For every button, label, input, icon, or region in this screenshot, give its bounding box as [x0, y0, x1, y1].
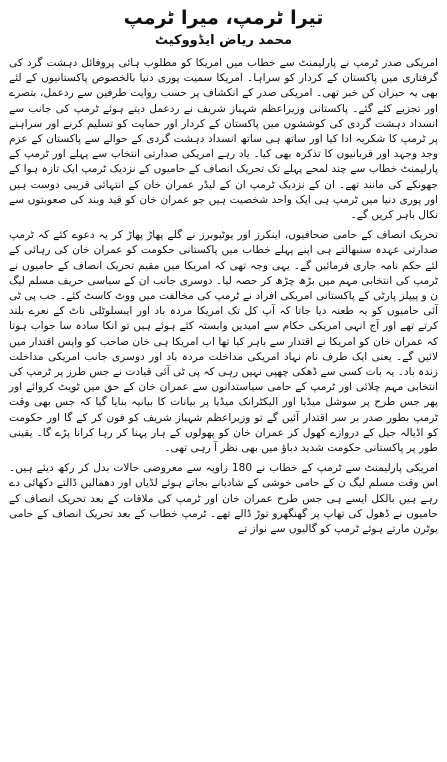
article-paragraph: امریکی صدر ٹرمپ نے پارلیمنٹ سے خطاب میں امریکا کو مطلوب ہائی پروفائل دہشت گرد کی گرفتاری میں پاکستان کے کردار کو سراہا۔ امریکا سمیت پوری دنیا بالخصوص پاکستانیوں کے لئے بھی یہ حیران کن خبر تھی۔ امریکی صدر کے انکشاف پر حسب روایت طرفین سے ردعمل، بتصرے اور تجزیے کئے گئے۔ پاکستانی وزیراعظم شہباز شریف نے ردعمل دیتے ہوئے ٹرمپ کی جانب سے انسداد دہشت گردی کی کوششوں میں پاکستان کے کردار اور حمایت کو تسلیم کرنے اور سراہنے پر ٹرمپ کا شکریہ ادا کیا اور ساتھ ہی ساتھ انسداد دہشت گردی کے حوالے سے پاکستان کے عزم وجد وجہد اور قربانیوں کا تذکرہ بھی کیا۔ یاد رہے امریکی صدارتی انتخاب سے پہلے اور ٹرمپ کے پارلیمنٹ خطاب سے چند لمحے پہلے تک تحریک انصاف کے حامیوں کے نزدیک ٹرمپ ایک تازہ ہوا کے جھونکے کی مانند تھے۔ ان کے نزدیک ٹرمپ ان کے لیڈر عمران خان کے انتہائی قریبی دوست ہیں اور پوری دنیا میں ٹرمپ ہی ایک واحد شخصیت ہیں جو عمران خان کو قید وبند کی صعوبتوں سے نکال باہر کریں گے۔: [9, 57, 438, 222]
article-paragraph: تحریک انصاف کے حامی صحافیوں، اینکرز اور یوٹیوبرز نے گلے پھاڑ پھاڑ کر یہ دعوے کئے کہ ٹرمپ صدارتی عہدہ سنبھالتے ہی اپنے پہلے خطاب میں پاکستانی حکومت کو عمران خان کی رہائی کے لئے حکم نامہ جاری فرمائیں گے۔ یہی وجہ تھی کہ امریکا میں مقیم تحریک انصاف کے حامیوں نے ٹرمپ کی انتخابی مہم میں بڑھ چڑھ کر حصہ لیا۔ دوسری جانب ان کے سیاسی حریف مسلم لیگ ن و پیپلز پارٹی کے پاکستانی امریکی افراد نے ٹرمپ کی مخالفت میں ووٹ کاسٹ کئے۔ جب پی ٹی آئی حامیوں کو یہ طعنہ دیا جاتا کہ آپ کل تک امریکا مردہ باد اور ایبسلوٹلی ناٹ کے نعرے بلند کرتے تھے اور آج انہی امریکی حکام سے امیدیں وابستہ کئے ہوئے ہیں تو انکا سادہ سا جواب ہوتا کہ عمران خان کو امریکا نے اقتدار سے باہر کیا تھا اب امریکا ہی خان صاحب کو واپس اقتدار میں لائیں گے۔ یعنی ایک طرف نام نہاد امریکی مداخلت مردہ باد اور دوسری جانب امریکی مداخلت زندہ باد۔ یہ بات کسی سے ڈھکی چھپی نہیں رہی کہ پی ٹی آئی قیادت نے جس طرز پر ٹرمپ کی انتخابی مہم چلائی اور ٹرمپ کے حامی سیاستدانوں سے عمران خان کے حق میں ٹویٹ کروائے اور پھر جس طرح پر سوشل میڈیا اور الیکٹرانک میڈیا پر بیانات کا بیانیہ بنایا گیا کہ جس بھی وقت ٹرمپ بطور صدر بر سر اقتدار آئیں گے تو وزیراعظم شہباز شریف کو فون کر کے گا اور حکومت کو اڈیالہ جیل کے دروازے کھول کر عمران خان کو پھولوں کے ہار پہنا کر رہا کرانا پڑے گا۔ یقینی طور پر پاکستانی حکومت شدید دباؤ میں بھی نظر آ رہی تھی۔: [9, 229, 438, 455]
article-author: محمد ریاض ایڈووکیٹ: [154, 33, 293, 48]
article-body: [9, 56, 438, 537]
article-title: تیرا ٹرمپ، میرا ٹرمپ: [123, 7, 324, 29]
article-paragraph: امریکی پارلیمنٹ سے ٹرمپ کے خطاب نے 180 زاویہ سے معروضی حالات بدل کر رکھ دیئے ہیں۔ اس وقت مسلم لیگ ن کے حامی خوشی کے شادیانے بجاتے ہوئے لڈیاں اور دھمالیں ڈالتے دکھائی دے رہے ہیں بالکل ایسے ہی جس طرح عمران خان اور ٹرمپ کی ملاقات کے بعد تحریک انصاف کے حامیوں نے ڈھول کی تھاپ پر گھنگھرو توڑ ڈالے تھے۔ ٹرمپ خطاب کے بعد تحریک انصاف کے حامی یوٹرن مارتے ہوئے ٹرمپ کو گالیوں سے نواز تے: [9, 462, 439, 536]
